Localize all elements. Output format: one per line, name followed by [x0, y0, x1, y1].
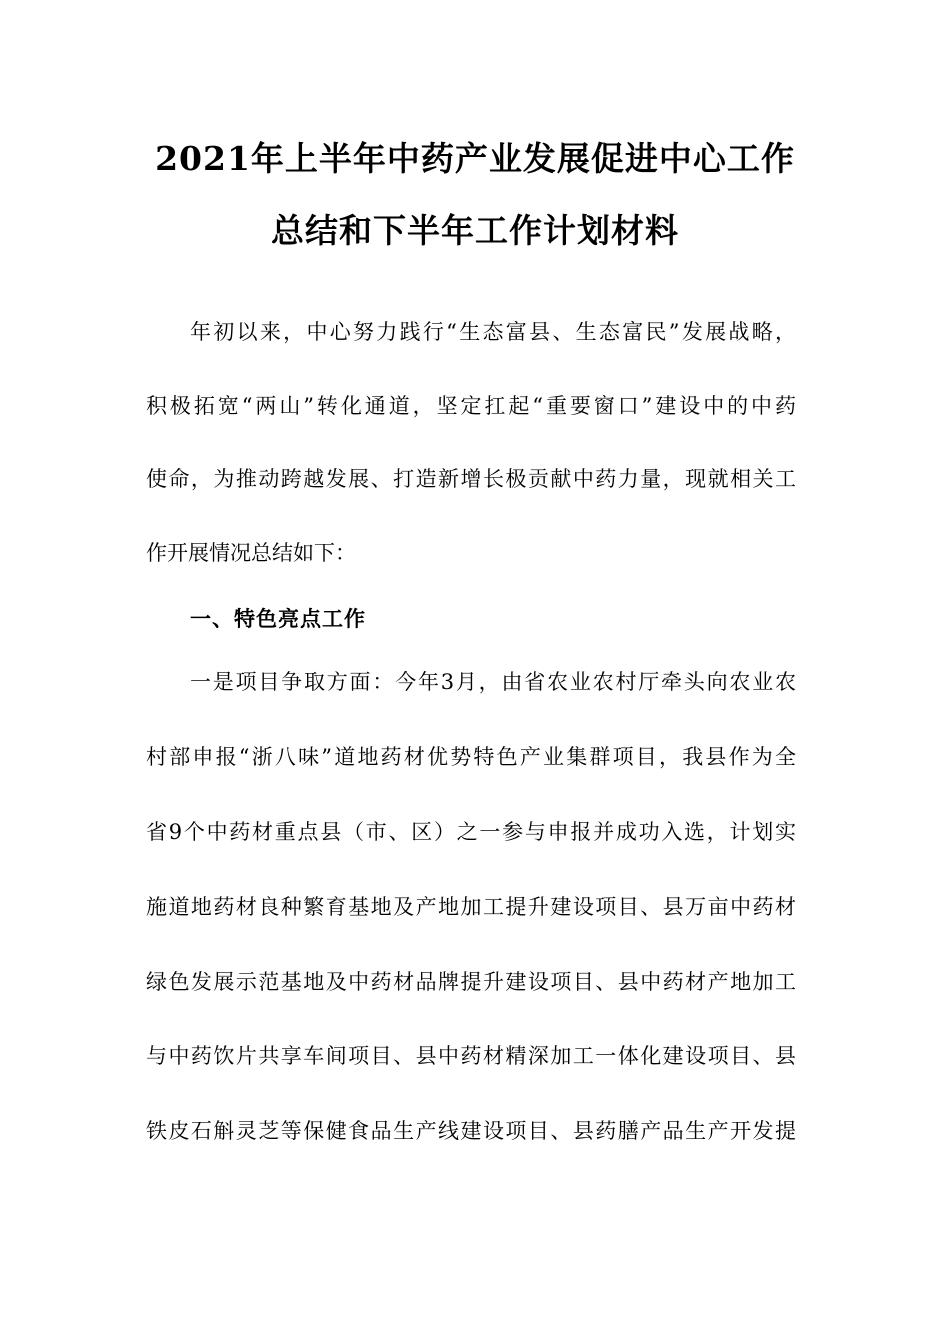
document-title-line-1: 2021年上半年中药产业发展促进中心工作	[155, 139, 795, 178]
paragraph-2-line-3: 省9个中药材重点县（市、区）之一参与申报并成功入选，计划实	[146, 820, 796, 844]
paragraph-2-line-2: 村部申报“浙八味”道地药材优势特色产业集群项目，我县作为全	[146, 745, 796, 769]
paragraph-1-line-3: 使命，为推动跨越发展、打造新增长极贡献中药力量，现就相关工	[146, 467, 796, 491]
paragraph-1-line-4: 作开展情况总结如下：	[146, 541, 356, 565]
paragraph-2-line-5: 绿色发展示范基地及中药材品牌提升建设项目、县中药材产地加工	[146, 970, 796, 994]
paragraph-2-line-4: 施道地药材良种繁育基地及产地加工提升建设项目、县万亩中药材	[146, 895, 796, 919]
paragraph-1-line-1: 年初以来，中心努力践行“生态富县、生态富民”发展战略，	[190, 320, 796, 344]
section-heading: 一、特色亮点工作	[190, 606, 366, 631]
paragraph-2-line-6: 与中药饮片共享车间项目、县中药材精深加工一体化建设项目、县	[146, 1044, 796, 1068]
paragraph-1-line-2: 积极拓宽“两山”转化通道，坚定扛起“重要窗口”建设中的中药	[146, 394, 796, 418]
paragraph-2-line-7: 铁皮石斛灵芝等保健食品生产线建设项目、县药膳产品生产开发提	[146, 1119, 796, 1143]
paragraph-2-line-1: 一是项目争取方面：今年3月，由省农业农村厅牵头向农业农	[190, 670, 796, 694]
document-title-line-2: 总结和下半年工作计划材料	[271, 211, 679, 250]
